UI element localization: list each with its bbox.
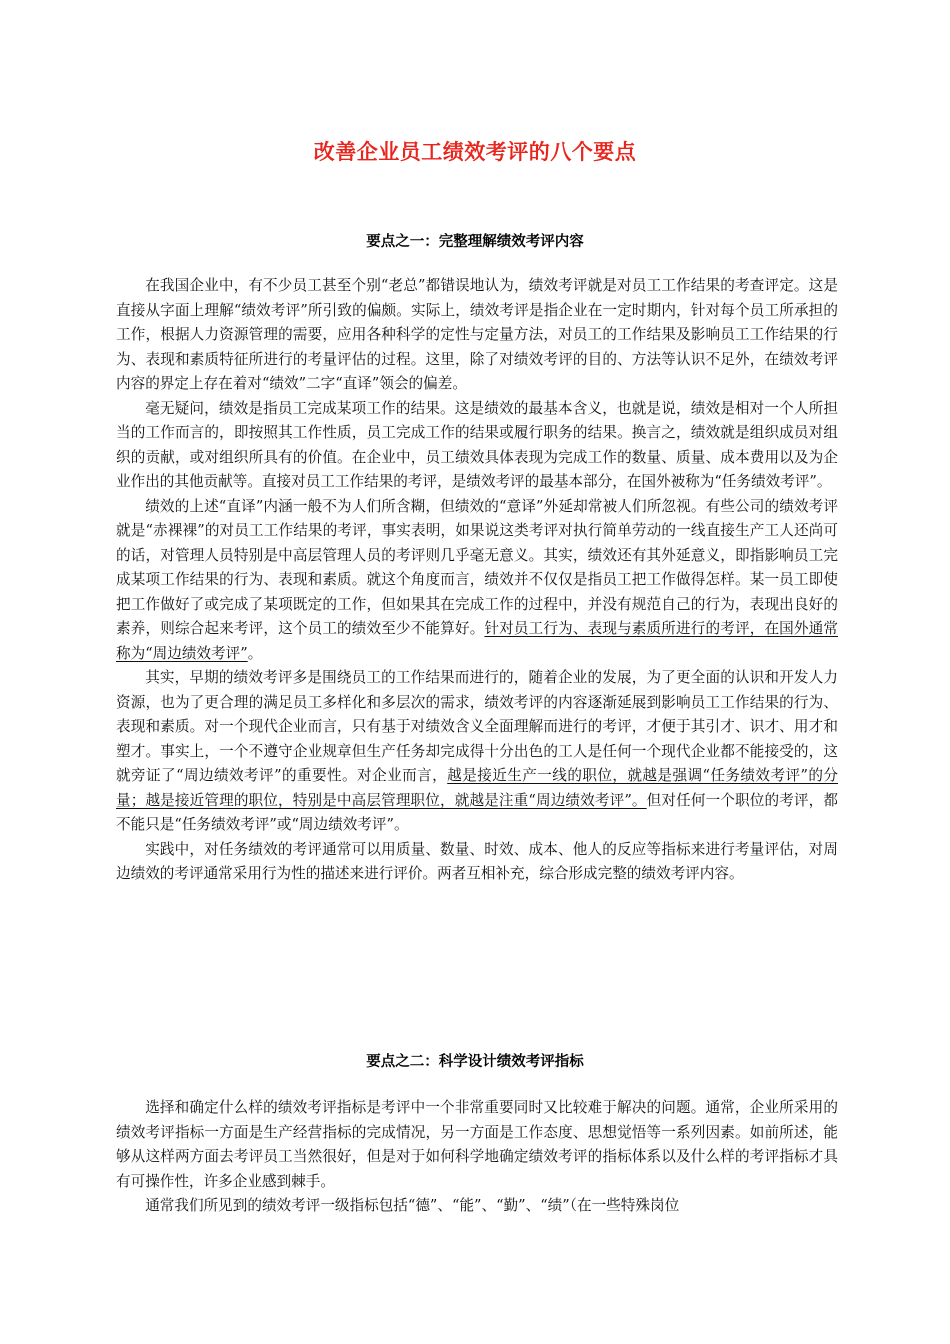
document-title: 改善企业员工绩效考评的八个要点 <box>313 140 637 164</box>
underlined-text: 针对员工行为、表现与素质所进行的考评，在国外通常称为“周边绩效考评” <box>116 620 838 662</box>
paragraph: 通常我们所见到的绩效考评一级指标包括“德”、“能”、“勤”、“绩”（在一些特殊岗位 <box>145 1197 680 1214</box>
paragraph: 在我国企业中，有不少员工甚至个别“老总”都错误地认为，绩效考评就是对员工工作结果的考查评定。这是直接从字面上理解“绩效考评”所引致的偏颇。实际上，绩效考评是指企业在一定时期内，针对每个员工所承担的工作，根据人力资源管理的需要，应用各种科学的定性与定量方法，对员工的工作结果及影响员工工作结果的行为、表现和素质特征所进行的考量评估的过程。这里，除了对绩效考评的目的、方法等认识不足外，在绩效考评内容的界定上存在着对“绩效”二字“直译”领会的偏差。 <box>116 277 838 392</box>
section-1-body <box>116 274 838 887</box>
underlined-text: 越是接近生产一线的职位，就越是强调“任务绩效考评”的分量；越是接近管理的职位，特别是中高层管理职位，就越是注重“周边绩效考评”。 <box>116 767 838 809</box>
section-2-heading: 要点之二：科学设计绩效考评指标 <box>366 1054 584 1070</box>
paragraph <box>116 666 838 838</box>
paragraph-text: 。 <box>247 644 263 662</box>
paragraph-text: 但对任何一个职位的考评，都不能只是“任务绩效考评”或“周边绩效考评”。 <box>116 791 838 833</box>
paragraph: 选择和确定什么样的绩效考评指标是考评中一个非常重要同时又比较难于解决的问题。通常，企业所采用的绩效考评指标一方面是生产经营指标的完成情况，另一方面是工作态度、思想觉悟等一系列因素。如前所述，能够从这样两方面去考评员工当然很好，但是对于如何科学地确定绩效考评的指标体系以及什么样的考评指标才具有可操作性，许多企业感到棘手。 <box>116 1099 838 1190</box>
paragraph: 毫无疑问，绩效是指员工完成某项工作的结果。这是绩效的最基本含义，也就是说，绩效是相对一个人所担当的工作而言的，即按照其工作性质，员工完成工作的结果或履行职务的结果。换言之，绩效就是组织成员对组织的贡献，或对组织所具有的价值。在企业中，员工绩效具体表现为完成工作的数量、质量、成本费用以及为企业作出的其他贡献等。直接对员工工作结果的考评，是绩效考评的最基本部分，在国外被称为“任务绩效考评”。 <box>116 399 838 490</box>
paragraph <box>116 495 838 667</box>
section-2-body <box>116 1096 838 1219</box>
paragraph-text: 其实，早期的绩效考评多是围绕员工的工作结果而进行的，随着企业的发展，为了更全面的认识和开发人力资源，也为了更合理的满足员工多样化和多层次的需求，绩效考评的内容逐渐延展到影响员工工作结果的行为、表现和素质。对一个现代企业而言，只有基于对绩效含义全面理解而进行的考评，才便于其引才、识才、用才和塑才。事实上，一个不遵守企业规章但生产任务却完成得十分出色的工人是任何一个现代企业都不能接受的，这就旁证了“周边绩效考评”的重要性。对企业而言， <box>116 669 838 784</box>
section-1-heading: 要点之一：完整理解绩效考评内容 <box>366 234 584 250</box>
paragraph: 实践中，对任务绩效的考评通常可以用质量、数量、时效、成本、他人的反应等指标来进行考量评估，对周边绩效的考评通常采用行为性的描述来进行评价。两者互相补充，综合形成完整的绩效考评内容。 <box>116 840 838 882</box>
paragraph-text: 绩效的上述“直译”内涵一般不为人们所含糊，但绩效的“意译”外延却常被人们所忽视。有些公司的绩效考评就是“赤裸裸”的对员工工作结果的考评，事实表明，如果说这类考评对执行简单劳动的一线直接生产工人还尚可的话，对管理人员特别是中高层管理人员的考评则几乎毫无意义。其实，绩效还有其外延意义，即指影响员工完成某项工作结果的行为、表现和素质。就这个角度而言，绩效并不仅仅是指员工把工作做得怎样。某一员工即使把工作做好了或完成了某项既定的工作，但如果其在完成工作的过程中，并没有规范自己的行为，表现出良好的素养，则综合起来考评，这个员工的绩效至少不能算好。 <box>116 497 838 637</box>
